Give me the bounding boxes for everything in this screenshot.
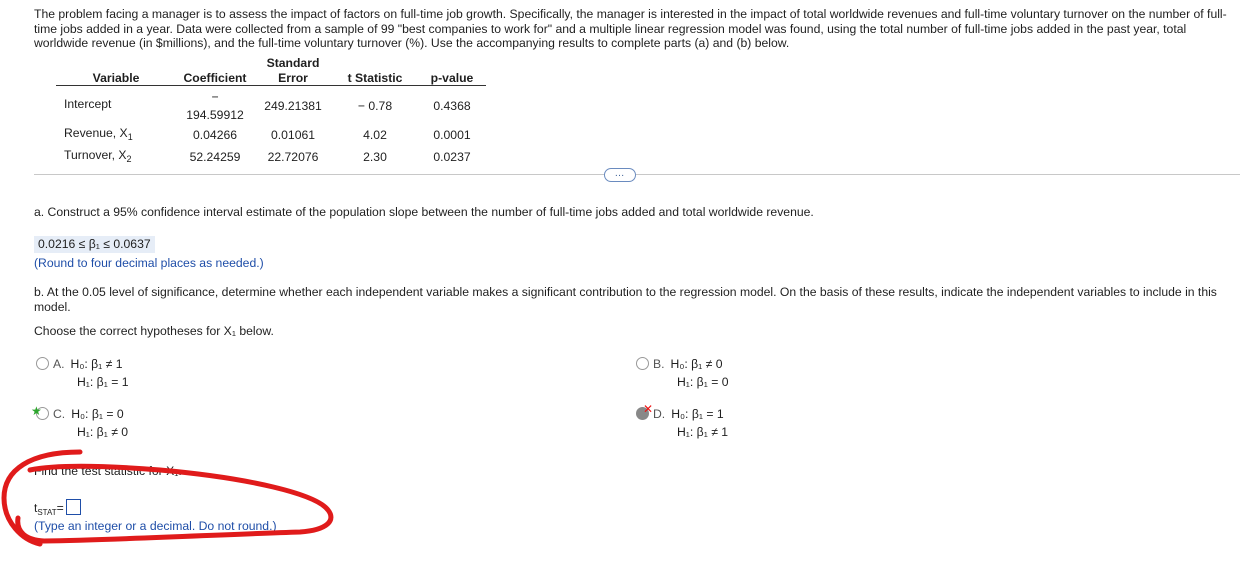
- option-d-h0: H₀: β₁ = 1: [671, 407, 724, 421]
- variable-name: Revenue, X: [64, 126, 128, 140]
- table-row: Revenue, $X_1$ 0.04266 0.01061 4.02 0.0001: [56, 124, 486, 146]
- error-cell: 22.72076: [267, 150, 319, 164]
- radio-option-a[interactable]: [36, 357, 49, 370]
- option-a-h1: H₁: β₁ = 1: [77, 375, 129, 389]
- red-annotation-circle: [0, 440, 340, 550]
- upper-bound: 0.0637: [113, 237, 151, 251]
- incorrect-x-icon: ✕: [643, 402, 654, 416]
- option-c-h0: H₀: β₁ = 0: [71, 407, 124, 421]
- lower-bound: 0.0216: [38, 237, 76, 251]
- option-c-h1: H₁: β₁ ≠ 0: [77, 425, 129, 439]
- header-p-value: p-value: [418, 71, 486, 86]
- correct-star-icon: ★: [31, 404, 42, 418]
- coefficient-cell: − 194.59912: [186, 90, 244, 122]
- option-a-h0: H₀: β₁ ≠ 1: [70, 357, 123, 371]
- t-cell: 4.02: [363, 128, 387, 142]
- t-cell: − 0.78: [357, 99, 393, 113]
- variable-name: Turnover, X: [64, 148, 127, 162]
- error-cell: 0.01061: [270, 128, 316, 142]
- radio-option-b[interactable]: [636, 357, 649, 370]
- header-standard: Standard: [266, 56, 320, 70]
- regression-table: [56, 56, 486, 168]
- section-divider: [34, 174, 1240, 175]
- option-b[interactable]: B. H₀: β₁ ≠ 0 H₁: β₁ = 0: [636, 355, 728, 391]
- option-d[interactable]: ✕ D. H₀: β₁ = 1 H₁: β₁ ≠ 1: [636, 405, 728, 441]
- t-cell: 2.30: [363, 150, 387, 164]
- table-row: [56, 86, 486, 125]
- part-a-question: a. Construct a 95% confidence interval estimate of the population slope between the number of full-time jobs added and total worldwide revenue.: [34, 205, 814, 219]
- find-test-statistic-prompt: Find the test statistic for X₁.: [34, 464, 182, 478]
- p-cell: 0.0237: [433, 150, 471, 164]
- part-a-answer: [34, 236, 155, 253]
- header-t-statistic: t Statistic: [332, 71, 418, 86]
- part-a-hint: (Round to four decimal places as needed.): [34, 256, 264, 270]
- option-c[interactable]: ★ C. H₀: β₁ = 0 H₁: β₁ ≠ 0: [31, 404, 129, 439]
- variable-name: Intercept: [64, 97, 112, 111]
- tstat-label: t: [34, 501, 38, 515]
- choose-hypotheses-prompt: Choose the correct hypotheses for X₁ below.: [34, 324, 274, 338]
- option-a[interactable]: A. H₀: β₁ ≠ 1 H₁: β₁ = 1: [36, 355, 128, 391]
- option-d-h1: H₁: β₁ ≠ 1: [677, 425, 729, 439]
- tstat-equals: =: [56, 501, 64, 515]
- header-coefficient: Coefficient: [176, 71, 254, 86]
- table-row: Turnover, $X_2$ 52.24259 22.72076 2.30 0.0237: [56, 146, 486, 168]
- coefficient-cell: 52.24259: [189, 150, 241, 164]
- error-cell: 249.21381: [264, 99, 322, 113]
- tstat-sub: STAT: [37, 508, 57, 517]
- option-b-h0: H₀: β₁ ≠ 0: [670, 357, 723, 371]
- option-b-h1: H₁: β₁ = 0: [677, 375, 729, 389]
- beta-inequality: ≤ β₁ ≤: [78, 237, 110, 251]
- header-variable: Variable: [56, 71, 176, 86]
- coefficient-cell: 0.04266: [192, 128, 238, 142]
- annotation-stroke: [4, 452, 331, 544]
- header-error: Error: [254, 71, 332, 86]
- p-cell: 0.4368: [433, 99, 471, 113]
- part-b-hint: (Type an integer or a decimal. Do not round.): [34, 519, 277, 533]
- problem-statement: The problem facing a manager is to assess the impact of factors on full-time job growth. Specifically, the manager is interested in the impact of total worldwide revenues and full-time voluntary turnover on the number of full-time jobs added in a year. Data were collected from a sample of 99 "best companies to work for" and a multiple linear regression model was found, using the total number of full-time jobs added in the past year, total worldwide revenue (in $millions), and the full-time voluntary turnover (%). Use the accompanying results to complete parts (a) and (b) below.: [34, 7, 1227, 51]
- part-b-question: b. At the 0.05 level of significance, determine whether each independent variable makes a significant contribution to the regression model. On the basis of these results, indicate the independent variables to include in this model.: [34, 285, 1217, 314]
- expand-more-button[interactable]: …: [604, 168, 636, 182]
- p-cell: 0.0001: [433, 128, 471, 142]
